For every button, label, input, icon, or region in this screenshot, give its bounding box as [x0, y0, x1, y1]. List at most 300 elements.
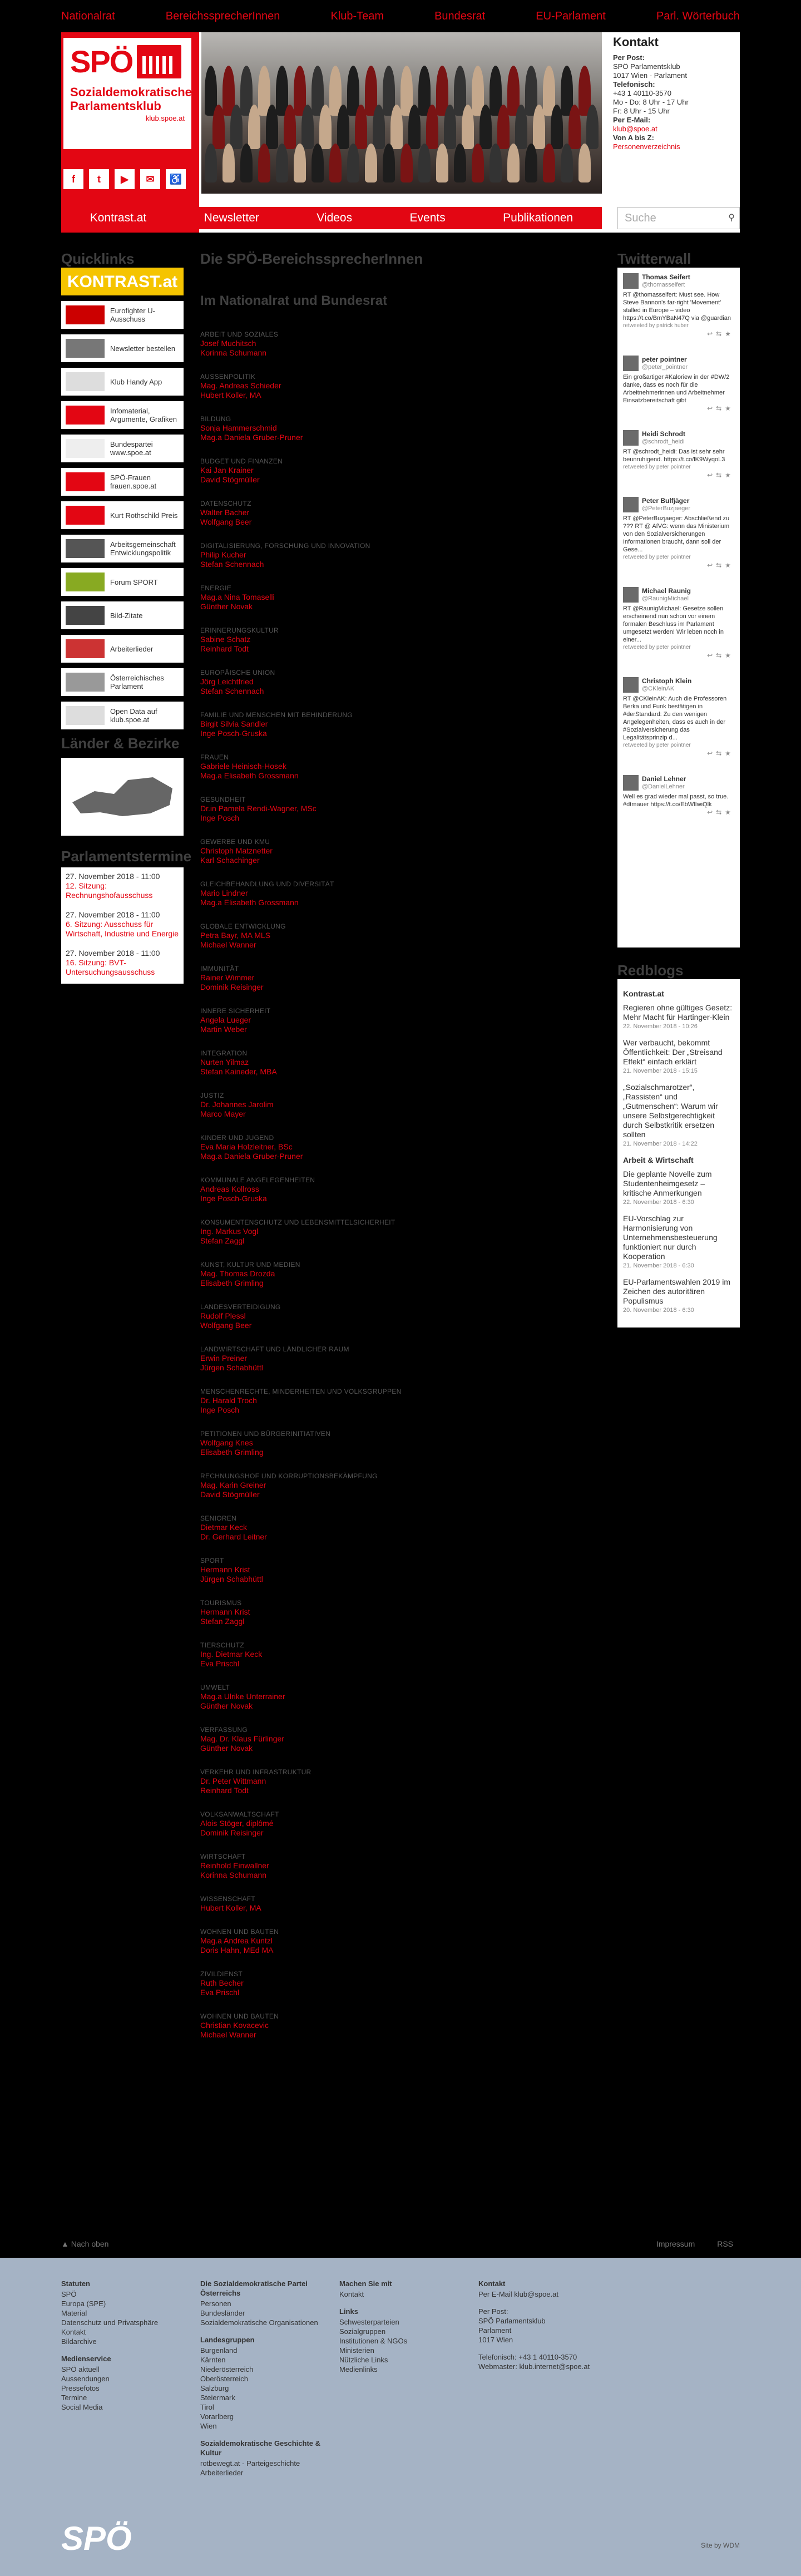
speaker-link[interactable]: Jörg Leichtfried [200, 677, 254, 686]
photo-person [312, 144, 324, 182]
speaker-link[interactable]: Dominik Reisinger [200, 1828, 264, 1837]
quicklink-item[interactable] [61, 435, 184, 462]
speaker-link[interactable]: Wolfgang Knes [200, 1438, 253, 1447]
speaker-link[interactable]: Ing. Markus Vogl [200, 1227, 259, 1236]
reply-icon[interactable]: ↩ [707, 561, 716, 569]
speaker-link[interactable]: Andreas Kollross [200, 1185, 259, 1193]
blog-item-date: 21. November 2018 - 15:15 [623, 1068, 698, 1074]
section-title: GEWERBE UND KMU [200, 838, 270, 846]
speaker-link[interactable]: Dr.in Pamela Rendi-Wagner, MSc [200, 804, 317, 813]
footer-link[interactable]: Salzburg [200, 2384, 229, 2392]
footer-link[interactable]: Personen [200, 2299, 231, 2308]
speaker-section [200, 1894, 590, 1913]
tweet-header [623, 273, 734, 289]
retweet-icon[interactable]: ⇆ [716, 652, 725, 659]
speaker-link[interactable]: Eva Prischl [200, 1659, 240, 1668]
quicklink-item[interactable] [61, 468, 184, 496]
speaker-link[interactable]: Ing. Dietmar Keck [200, 1650, 263, 1659]
favorite-icon[interactable]: ★ [725, 330, 734, 338]
tweet-author [642, 430, 685, 446]
speaker-link[interactable]: Karl Schachinger [200, 856, 260, 865]
footer-credit[interactable]: Site by WDM [700, 2542, 740, 2549]
quicklink-label: Arbeiterlieder [110, 644, 154, 653]
speaker-link[interactable]: Petra Bayr, MA MLS [200, 931, 271, 940]
speaker-link[interactable]: Reinhard Todt [200, 1786, 249, 1795]
photo-person [533, 105, 545, 149]
footer-link[interactable]: Material [61, 2309, 87, 2317]
quicklinks-title: Quicklinks [61, 250, 135, 267]
footer-link[interactable]: Pressefotos [61, 2384, 100, 2392]
speaker-section [200, 1260, 590, 1288]
footer-column [61, 2279, 189, 2420]
footer-link[interactable]: Bildarchive [61, 2337, 97, 2346]
speaker-link[interactable]: Walter Bacher [200, 508, 250, 517]
impressum-link[interactable]: Impressum [656, 2239, 695, 2248]
quicklink-item[interactable] [61, 702, 184, 729]
blog-item-link[interactable]: Die geplante Novelle zum Studentenheimgesetz – kritische Anmerkungen [623, 1169, 712, 1197]
speaker-section [200, 1852, 590, 1880]
quicklink-item[interactable] [61, 334, 184, 362]
footer-link[interactable]: Institutionen & NGOs [339, 2337, 408, 2345]
quicklink-label: SPÖ-Frauen frauen.spoe.at [110, 473, 157, 490]
speaker-link[interactable]: Wolfgang Beer [200, 517, 252, 526]
contact-post-label: Per Post: [613, 53, 645, 62]
speaker-link[interactable]: Ruth Becher [200, 1978, 244, 1987]
contact-phone-line: Fr: 8 Uhr - 15 Uhr [613, 107, 670, 115]
tweet-author-name[interactable]: Michael Raunig [642, 587, 691, 595]
footer-link[interactable]: Kärnten [200, 2356, 226, 2364]
tweet-author-name[interactable]: Daniel Lehner [642, 775, 686, 783]
footer-heading: Machen Sie mit [339, 2279, 392, 2288]
speaker-link[interactable]: Dr. Harald Troch [200, 1396, 257, 1405]
speaker-link[interactable]: Angela Lueger [200, 1015, 251, 1024]
section-title: AUSSENPOLITIK [200, 373, 256, 381]
tweet-actions [623, 330, 734, 338]
speaker-link[interactable]: Günther Novak [200, 1744, 253, 1753]
twitter-icon[interactable]: t [89, 169, 109, 189]
speaker-link[interactable]: Jürgen Schabhüttl [200, 1575, 263, 1583]
speaker-link[interactable]: Mag.a Daniela Gruber-Pruner [200, 1152, 303, 1161]
footer-link[interactable] [478, 2299, 606, 2307]
section-title: KONSUMENTENSCHUTZ UND LEBENSMITTELSICHERHEIT [200, 1218, 395, 1226]
footer-link[interactable]: Social Media [61, 2403, 103, 2411]
footer-link[interactable]: Niederösterreich [200, 2365, 254, 2373]
tweet-author-handle[interactable]: @CKleinAK [642, 685, 675, 692]
section-title: KOMMUNALE ANGELEGENHEITEN [200, 1176, 315, 1184]
klub-logo[interactable] [63, 38, 197, 149]
retweet-icon[interactable]: ⇆ [716, 471, 725, 479]
footer-link[interactable]: Burgenland [200, 2346, 238, 2355]
blog-group-title[interactable]: Arbeit & Wirtschaft [623, 1156, 694, 1164]
favorite-icon[interactable]: ★ [725, 749, 734, 757]
nav-eu-parlament[interactable]: EU-Parlament [536, 10, 606, 22]
footer-column [478, 2279, 606, 2379]
speaker-link[interactable]: Dr. Gerhard Leitner [200, 1532, 267, 1541]
tweet-author-name[interactable]: Peter Bulfjäger [642, 497, 690, 505]
speaker-link[interactable]: Dietmar Keck [200, 1523, 248, 1532]
quicklink-item[interactable] [61, 601, 184, 629]
search-input[interactable] [617, 207, 740, 229]
favorite-icon[interactable]: ★ [725, 561, 734, 569]
quicklink-thumbnail-icon [66, 372, 105, 391]
speaker-link[interactable]: Christian Kovacevic [200, 2021, 269, 2030]
search-icon[interactable]: ⚲ [728, 213, 735, 223]
footer-link[interactable]: Parlament [478, 2326, 512, 2335]
footer-link[interactable]: Ministerien [339, 2346, 374, 2355]
speaker-link[interactable]: Michael Wanner [200, 940, 256, 949]
tweet-author-handle[interactable]: @DanielLehner [642, 783, 685, 790]
footer-link[interactable]: Sozialgruppen [339, 2327, 386, 2336]
nav-events[interactable]: Events [409, 211, 446, 224]
speaker-link[interactable]: Mag.a Ulrike Unterrainer [200, 1692, 285, 1701]
speaker-link[interactable]: Martin Weber [200, 1025, 247, 1034]
tweet-text: RT @schrodt_heidi: Das ist sehr sehr beunruhigend. https://t.co/lK9WyqoL3 [623, 448, 725, 463]
avatar[interactable] [623, 497, 639, 512]
speaker-link[interactable]: Reinhard Todt [200, 644, 249, 653]
section-title: TIERSCHUTZ [200, 1641, 244, 1649]
speaker-section [200, 710, 590, 738]
footer-link[interactable]: Kontakt [339, 2290, 364, 2298]
tweet-author [642, 775, 686, 791]
speaker-link[interactable]: Dr. Peter Wittmann [200, 1776, 266, 1785]
avatar[interactable] [623, 775, 639, 791]
footer-link[interactable]: Termine [61, 2394, 87, 2402]
contact-box [613, 35, 735, 151]
tweet-author-handle[interactable]: @peter_pointner [642, 364, 688, 371]
speaker-link[interactable]: Sonja Hammerschmid [200, 423, 277, 432]
photo-person [383, 144, 395, 182]
speaker-link[interactable]: Jürgen Schabhüttl [200, 1363, 263, 1372]
section-title: IMMUNITÄT [200, 965, 239, 973]
footer-link[interactable]: Webmaster: klub.internet@spoe.at [478, 2362, 590, 2371]
speaker-section [200, 795, 590, 823]
tweet-author-name[interactable]: Christoph Klein [642, 677, 692, 685]
speaker-link[interactable]: Eva Prischl [200, 1988, 240, 1997]
blog-item-link[interactable]: EU-Parlamentswahlen 2019 im Zeichen des autoritären Populismus [623, 1277, 730, 1305]
footer-link[interactable]: Telefonisch: +43 1 40110-3570 [478, 2353, 577, 2361]
facebook-icon[interactable]: f [63, 169, 83, 189]
quicklink-thumbnail-icon [66, 506, 105, 525]
section-title: LANDESVERTEIDIGUNG [200, 1303, 281, 1311]
tweet-author-name[interactable]: Thomas Seifert [642, 273, 690, 281]
quicklink-item[interactable] [61, 301, 184, 329]
photo-person [222, 144, 235, 182]
speaker-section [200, 499, 590, 527]
speaker-link[interactable]: David Stögmüller [200, 1490, 260, 1499]
nav-woerterbuch[interactable]: Parl. Wörterbuch [656, 10, 740, 22]
nav-bundesrat[interactable]: Bundesrat [434, 10, 486, 22]
photo-person [490, 144, 502, 182]
speaker-link[interactable]: Elisabeth Grimling [200, 1279, 264, 1287]
section-title: DIGITALISIERUNG, FORSCHUNG UND INNOVATION [200, 542, 370, 550]
back-to-top-link[interactable]: ▲ Nach oben [61, 2239, 109, 2248]
footer-link[interactable]: Aussendungen [61, 2375, 110, 2383]
quicklink-item[interactable] [61, 501, 184, 529]
section-title: TOURISMUS [200, 1599, 242, 1607]
speaker-link[interactable]: Günther Novak [200, 1701, 253, 1710]
speaker-link[interactable]: Michael Wanner [200, 2030, 256, 2039]
speaker-link[interactable]: Korinna Schumann [200, 1871, 267, 1879]
tweet-text: Ein großartiger #Kaloriew in der #DW/2 danke, dass es noch für die Arbeitnehmerinnen und Arbeitnehmer Einsatzbereitschaft gibt [623, 374, 730, 404]
retweet-icon[interactable]: ⇆ [716, 808, 725, 816]
photo-person [418, 144, 431, 182]
tweet-retweet-note: retweeted by peter pointner [623, 464, 691, 470]
footer-link[interactable]: SPÖ Parlamentsklub [478, 2317, 546, 2325]
tweet-author-handle[interactable]: @RaunigMichael [642, 595, 689, 602]
speaker-link[interactable]: Inge Posch [200, 1405, 240, 1414]
avatar[interactable] [623, 677, 639, 693]
quicklink-item[interactable] [61, 568, 184, 596]
footer-link[interactable]: Schwesterparteien [339, 2318, 399, 2326]
personenverzeichnis-link[interactable]: Personenverzeichnis [613, 142, 680, 151]
speaker-link[interactable]: Hubert Koller, MA [200, 391, 261, 399]
footer-link[interactable]: SPÖ [61, 2290, 77, 2298]
tweet-author-name[interactable]: peter pointner [642, 356, 687, 363]
favorite-icon[interactable]: ★ [725, 808, 734, 816]
section-title: RECHNUNGSHOF UND KORRUPTIONSBEKÄMPFUNG [200, 1472, 378, 1480]
contact-post-line: SPÖ Parlamentsklub [613, 62, 680, 71]
reply-icon[interactable]: ↩ [707, 749, 716, 757]
contact-phone-line: Mo - Do: 8 Uhr - 17 Uhr [613, 98, 689, 106]
contact-mail-label: Per E-Mail: [613, 116, 651, 124]
speaker-link[interactable]: Mag.a Nina Tomaselli [200, 593, 275, 601]
photo-person [258, 144, 270, 182]
contact-mail-link[interactable]: klub@spoe.at [613, 125, 657, 133]
speaker-link[interactable]: Stefan Schennach [200, 687, 264, 695]
quicklink-item[interactable] [61, 535, 184, 562]
quicklink-thumbnail-icon [66, 706, 105, 725]
footer-link[interactable]: 1017 Wien [478, 2336, 513, 2344]
speaker-link[interactable]: Alois Stöger, diplômé [200, 1819, 274, 1828]
photo-person [578, 144, 591, 182]
photo-person [240, 144, 253, 182]
contact-title: Kontakt [613, 35, 659, 49]
footer-link[interactable]: Datenschutz und Privatsphäre [61, 2318, 159, 2327]
footer-link[interactable]: Nützliche Links [339, 2356, 388, 2364]
speaker-link[interactable]: Kai Jan Krainer [200, 466, 254, 475]
avatar[interactable] [623, 587, 639, 603]
photo-person [426, 105, 438, 149]
photo-person [479, 105, 492, 149]
photo-person [337, 105, 349, 149]
rss-link[interactable]: RSS [717, 2239, 734, 2248]
quicklink-kontrast[interactable]: KONTRAST.at [61, 268, 184, 295]
termin-link[interactable]: 12. Sitzung: Rechnungshofausschuss [66, 881, 153, 900]
photo-person [525, 144, 537, 182]
speaker-link[interactable]: Erwin Preiner [200, 1354, 248, 1363]
speaker-link[interactable]: Eva Maria Holzleitner, BSc [200, 1142, 293, 1151]
footer-link[interactable]: Per E-Mail klub@spoe.at [478, 2290, 558, 2298]
speaker-link[interactable]: Josef Muchitsch [200, 339, 256, 348]
tweet-author-handle[interactable]: @PeterBuzjaeger [642, 505, 690, 512]
photo-person [497, 105, 510, 149]
quicklink-item[interactable] [61, 368, 184, 396]
speaker-link[interactable]: Mag. Andreas Schieder [200, 381, 281, 390]
speaker-link[interactable]: David Stögmüller [200, 475, 260, 484]
speaker-link[interactable]: Mag. Dr. Klaus Fürlinger [200, 1734, 284, 1743]
speaker-link[interactable]: Stefan Schennach [200, 560, 264, 569]
nav-videos[interactable]: Videos [317, 211, 353, 224]
parliament-building-icon [137, 45, 181, 78]
section-title: VERKEHR UND INFRASTRUKTUR [200, 1768, 312, 1776]
speaker-link[interactable]: Inge Posch-Gruska [200, 1194, 267, 1203]
speaker-link[interactable]: Reinhold Einwallner [200, 1861, 269, 1870]
photo-person [400, 144, 413, 182]
footer-link[interactable]: Europa (SPE) [61, 2299, 106, 2308]
tweet-header [623, 356, 734, 371]
speaker-link[interactable]: Stefan Zaggl [200, 1617, 245, 1626]
blog-item-link[interactable]: Wer verbaucht, bekommt Öffentlichkeit: Der „Streisand Effekt“ einfach erklärt [623, 1038, 723, 1066]
youtube-icon[interactable]: ▶ [115, 169, 135, 189]
tweet-text: RT @thomasseifert: Must see. How Steve Bannon's far-right 'Movement' stalled in Europe – video https://t.co/BmYBaN47Q via @guardian [623, 292, 731, 322]
quicklink-label: Bild-Zitate [110, 611, 143, 620]
search-placeholder: Suche [625, 211, 656, 224]
quicklink-item[interactable] [61, 401, 184, 429]
blog-item-date: 22. November 2018 - 6:30 [623, 1199, 694, 1206]
austria-map[interactable] [61, 758, 184, 836]
speaker-link[interactable]: Hermann Krist [200, 1565, 250, 1574]
retweet-icon[interactable]: ⇆ [716, 330, 725, 338]
footer-link[interactable]: Arbeiterlieder [200, 2469, 244, 2477]
footer-link[interactable]: Medienlinks [339, 2365, 378, 2373]
speaker-link[interactable]: Mag. Karin Greiner [200, 1481, 266, 1489]
termin-link[interactable]: 6. Sitzung: Ausschuss für Wirtschaft, Industrie und Energie [66, 920, 179, 938]
blog-item-link[interactable]: Regieren ohne gültiges Gesetz: Mehr Macht für Hartinger-Klein [623, 1003, 733, 1021]
speaker-link[interactable]: Korinna Schumann [200, 348, 267, 357]
avatar[interactable] [623, 430, 639, 446]
favorite-icon[interactable]: ★ [725, 652, 734, 659]
speaker-link[interactable]: Dr. Johannes Jarolim [200, 1100, 274, 1109]
tweet-author-handle[interactable]: @thomasseifert [642, 282, 685, 288]
speaker-section [200, 753, 590, 781]
blog-item-link[interactable]: „Sozialschmarotzer“, „Rassisten“ und „Gutmenschen“: Warum wir unsere Selbstgerechtigkeit durch Selbstkritik ersetzen sollten [623, 1083, 718, 1139]
speaker-link[interactable]: Hubert Koller, MA [200, 1903, 261, 1912]
footer-link[interactable]: Kontakt [61, 2328, 86, 2336]
section-title: DATENSCHUTZ [200, 500, 251, 507]
footer-link[interactable]: rotbewegt.at - Parteigeschichte [200, 2459, 300, 2468]
speaker-link[interactable]: Nurten Yilmaz [200, 1058, 249, 1067]
mail-icon[interactable]: ✉ [140, 169, 160, 189]
speaker-link[interactable]: Rainer Wimmer [200, 973, 255, 982]
quicklink-item[interactable] [61, 635, 184, 663]
laender-title: Länder & Bezirke [61, 735, 180, 752]
speaker-link[interactable]: Doris Hahn, MEd MA [200, 1946, 274, 1955]
nav-publikationen[interactable]: Publikationen [503, 211, 573, 224]
footer-link[interactable]: SPÖ aktuell [61, 2365, 100, 2373]
footer-link[interactable]: Steiermark [200, 2394, 235, 2402]
reply-icon[interactable]: ↩ [707, 471, 716, 479]
footer-link[interactable]: Vorarlberg [200, 2412, 234, 2421]
footer-link[interactable]: Per Post: [478, 2307, 508, 2316]
footer-link[interactable]: Oberösterreich [200, 2375, 248, 2383]
section-title: PETITIONEN UND BÜRGERINITIATIVEN [200, 1430, 331, 1438]
reply-icon[interactable]: ↩ [707, 808, 716, 816]
blog-item-date: 21. November 2018 - 6:30 [623, 1262, 694, 1269]
nav-bereichssprecher[interactable]: BereichssprecherInnen [165, 10, 280, 22]
nav-klub-team[interactable]: Klub-Team [330, 10, 384, 22]
speaker-link[interactable]: Sabine Schatz [200, 635, 251, 644]
speaker-link[interactable]: Rudolf Plessl [200, 1311, 246, 1320]
photo-person [284, 105, 296, 149]
blog-group-title[interactable]: Kontrast.at [623, 989, 664, 998]
speaker-link[interactable]: Gabriele Heinisch-Hosek [200, 762, 286, 771]
section-title: VOLKSANWALTSCHAFT [200, 1810, 279, 1818]
footer-link[interactable]: Tirol [200, 2403, 214, 2411]
reply-icon[interactable]: ↩ [707, 404, 716, 412]
avatar[interactable] [623, 356, 639, 371]
section-title: LANDWIRTSCHAFT UND LÄNDLICHER RAUM [200, 1345, 349, 1353]
speaker-link[interactable]: Dominik Reisinger [200, 983, 264, 991]
speaker-link[interactable]: Inge Posch [200, 813, 240, 822]
retweet-icon[interactable]: ⇆ [716, 561, 725, 569]
group-photo [201, 32, 602, 194]
section-title: GLEICHBEHANDLUNG UND DIVERSITÄT [200, 880, 334, 888]
speaker-link[interactable]: Birgit Silvia Sandler [200, 719, 268, 728]
speaker-link[interactable]: Mag.a Daniela Gruber-Pruner [200, 433, 303, 442]
termin-link[interactable]: 16. Sitzung: BVT-Untersuchungsausschuss [66, 958, 155, 976]
speaker-link[interactable]: Philip Kucher [200, 550, 246, 559]
tweet-author-handle[interactable]: @schrodt_heidi [642, 438, 685, 445]
reply-icon[interactable]: ↩ [707, 652, 716, 659]
speaker-link[interactable]: Inge Posch-Gruska [200, 729, 267, 738]
accessibility-icon[interactable]: ♿ [166, 169, 186, 189]
speaker-link[interactable]: Christoph Matznetter [200, 846, 273, 855]
speaker-link[interactable]: Mario Lindner [200, 889, 248, 897]
footer-link[interactable]: Bundesländer [200, 2309, 245, 2317]
favorite-icon[interactable]: ★ [725, 471, 734, 479]
footer-link[interactable]: Wien [200, 2422, 217, 2430]
nav-kontrast[interactable]: Kontrast.at [90, 211, 147, 224]
speaker-link[interactable]: Mag.a Elisabeth Grossmann [200, 771, 299, 780]
speaker-link[interactable]: Günther Novak [200, 602, 253, 611]
photo-person [462, 105, 474, 149]
speaker-link[interactable]: Mag.a Elisabeth Grossmann [200, 898, 299, 907]
blog-item-link[interactable]: EU-Vorschlag zur Harmonisierung von Unternehmensbesteuerung funktioniert nur durch Kooperation [623, 1214, 718, 1261]
quicklink-label: Eurofighter U-Ausschuss [110, 307, 155, 323]
footer-logo[interactable]: SPÖ [61, 2520, 132, 2557]
speaker-link[interactable]: Stefan Zaggl [200, 1236, 245, 1245]
speaker-link[interactable]: Stefan Kaineder, MBA [200, 1067, 277, 1076]
reply-icon[interactable]: ↩ [707, 330, 716, 338]
footer-column [200, 2279, 328, 2485]
nav-newsletter[interactable]: Newsletter [204, 211, 259, 224]
footer-link[interactable] [478, 2345, 606, 2352]
page-subtitle: Im Nationalrat und Bundesrat [200, 293, 388, 308]
speaker-link[interactable]: Wolfgang Beer [200, 1321, 252, 1330]
quicklink-item[interactable] [61, 668, 184, 696]
quicklink-thumbnail-icon [66, 606, 105, 625]
tweet-author-name[interactable]: Heidi Schrodt [642, 430, 686, 438]
photo-person [444, 105, 456, 149]
speaker-link[interactable]: Hermann Krist [200, 1607, 250, 1616]
retweet-icon[interactable]: ⇆ [716, 404, 725, 412]
retweet-icon[interactable]: ⇆ [716, 749, 725, 757]
quicklink-thumbnail-icon [66, 406, 105, 425]
speaker-link[interactable]: Marco Mayer [200, 1109, 246, 1118]
favorite-icon[interactable]: ★ [725, 404, 734, 412]
nav-nationalrat[interactable]: Nationalrat [61, 10, 115, 22]
photo-person [319, 105, 332, 149]
section-title: GESUNDHEIT [200, 796, 246, 803]
speaker-link[interactable]: Mag.a Andrea Kuntzl [200, 1936, 273, 1945]
speaker-link[interactable]: Mag. Thomas Drozda [200, 1269, 275, 1278]
speaker-link[interactable]: Elisabeth Grimling [200, 1448, 264, 1457]
speaker-section [200, 1387, 590, 1415]
footer-link[interactable]: Sozialdemokratische Organisationen [200, 2318, 318, 2327]
avatar[interactable] [623, 273, 639, 289]
speaker-section [200, 1514, 590, 1542]
section-title: ENERGIE [200, 584, 232, 592]
